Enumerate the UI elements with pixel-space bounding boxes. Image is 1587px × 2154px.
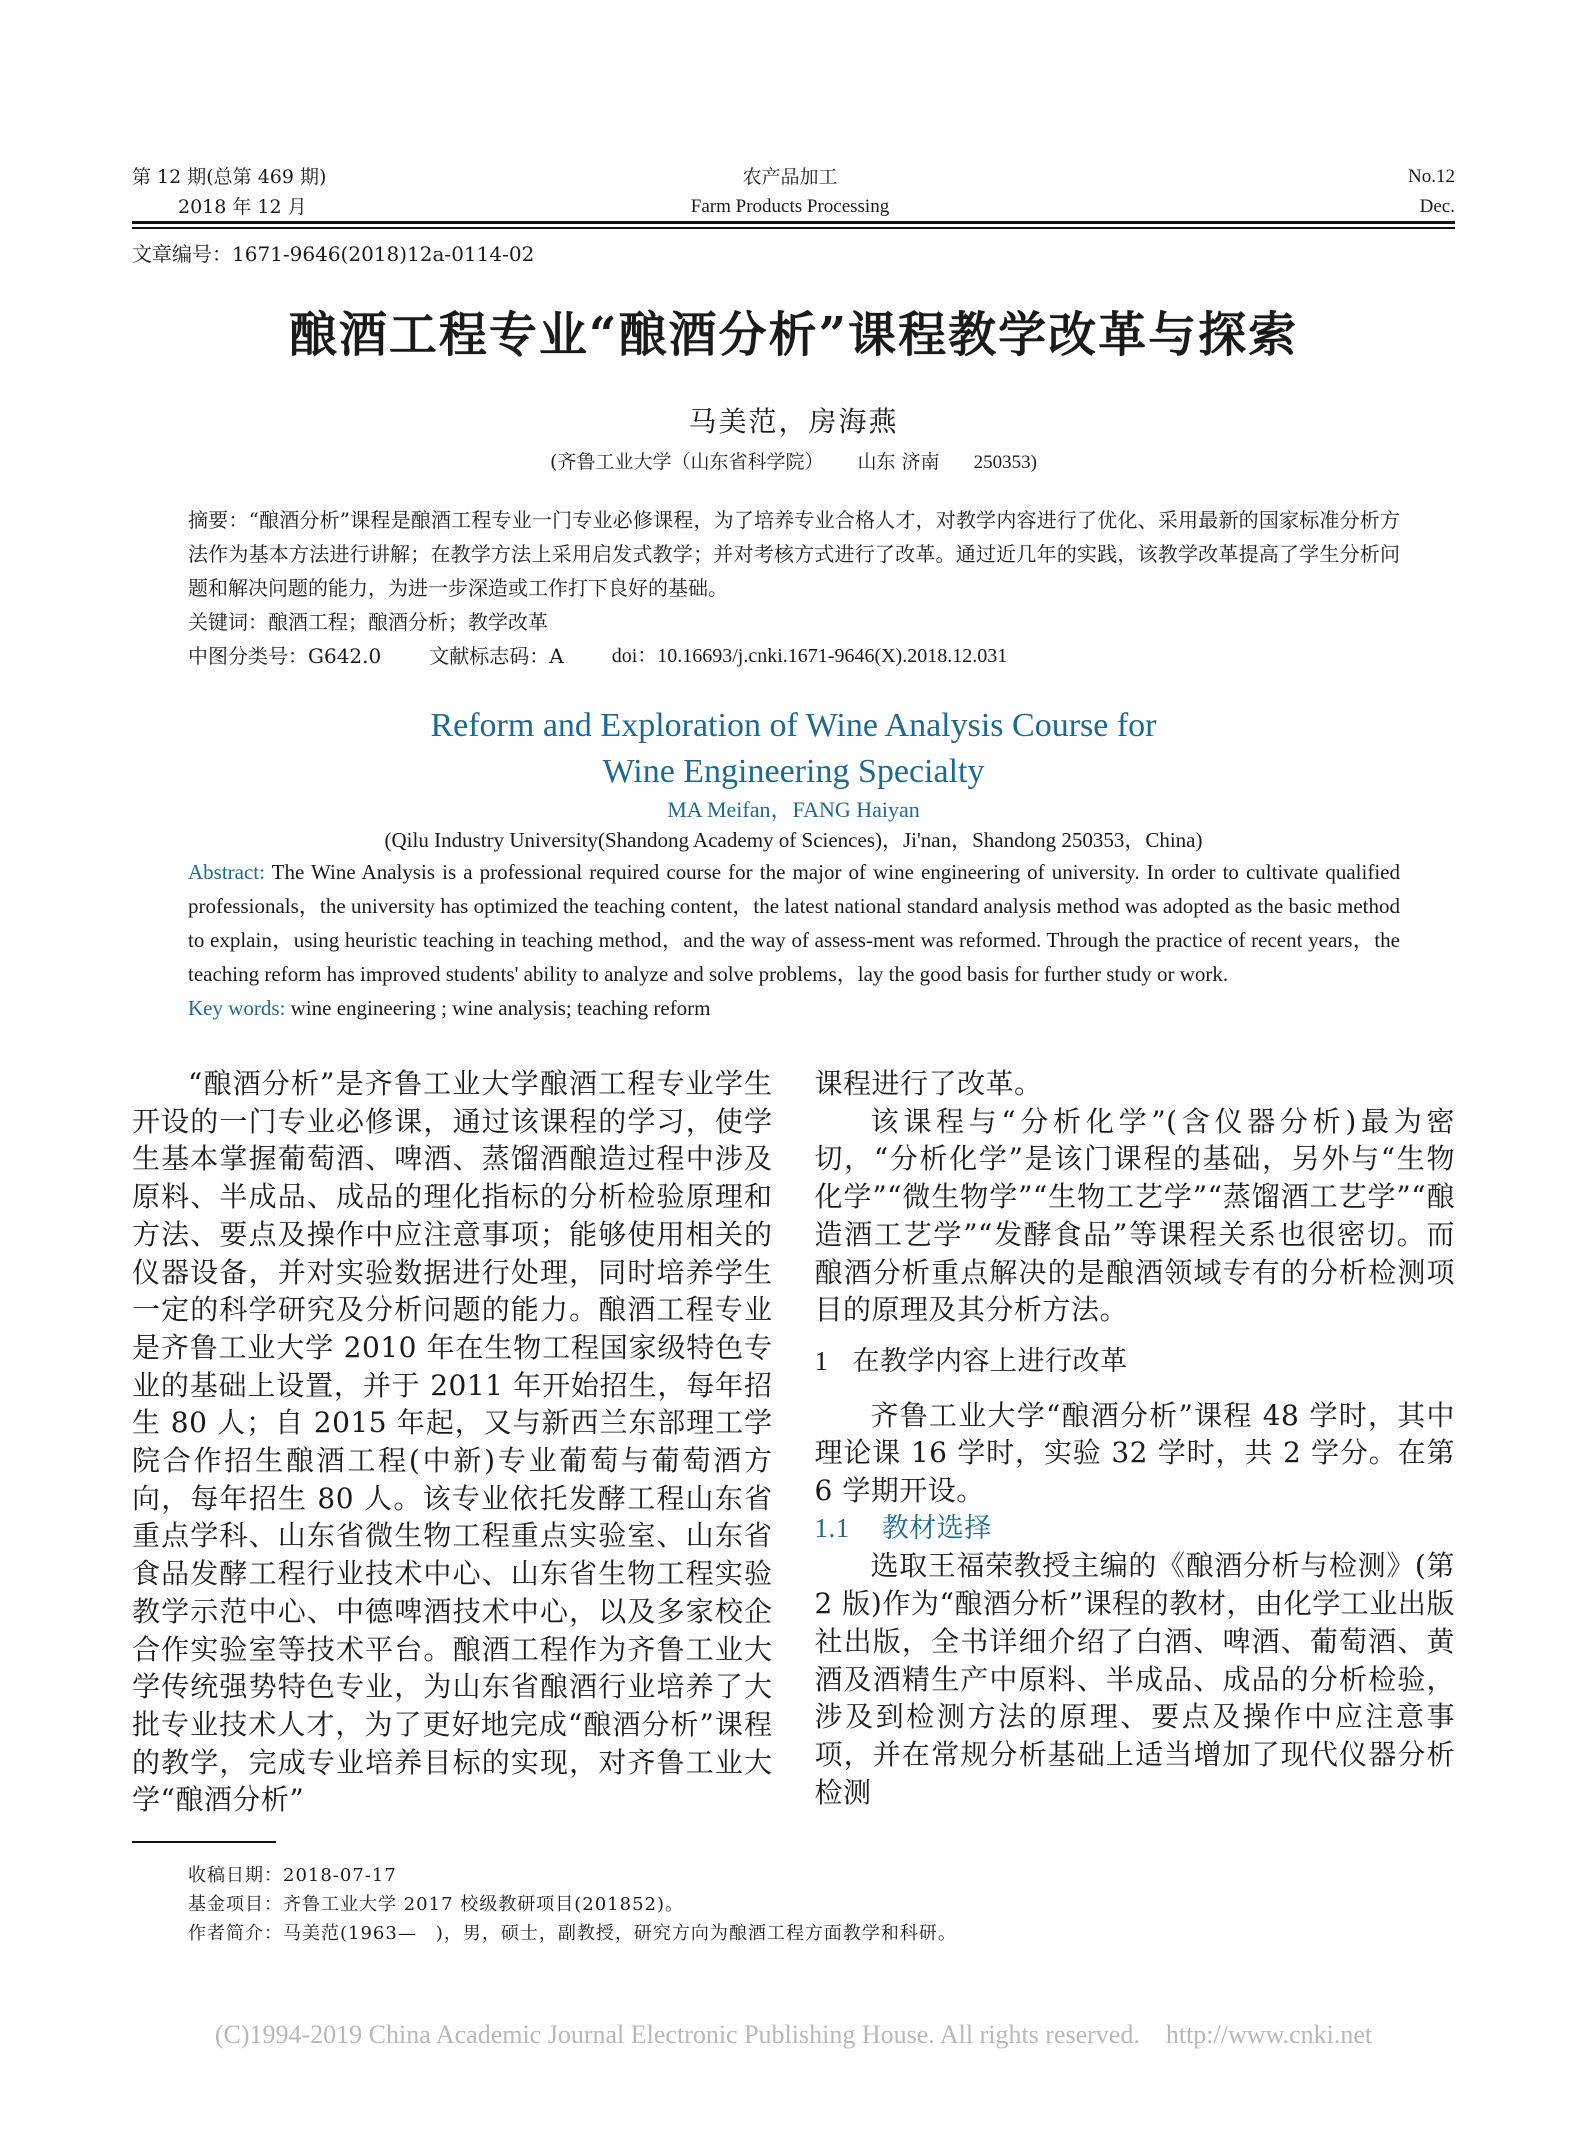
classification-line — [188, 639, 1400, 673]
keywords-cn-text: 酿酒工程；酿酒分析；教学改革 — [268, 610, 548, 634]
section-title: 在教学内容上进行改革 — [852, 1345, 1128, 1377]
abstract-en-text: The Wine Analysis is a professional required course for the major of wine engineering of university. In order to cultivate qualified professionals，the university has optimized the teaching content，the latest national standard analysis method was adopted as the basic method to explain，using heuristic teaching in teaching method，and the way of assess-ment was reformed. Through the practice of recent years，the teaching reform has improved students' ability to analyze and solve problems，lay the good basis for further study or work. — [188, 860, 1400, 986]
affiliation-postcode: 250353) — [973, 452, 1037, 473]
copyright-text: (C)1994-2019 China Academic Journal Electronic Publishing House. All rights reserved. — [214, 2020, 1140, 2050]
affiliation-city: 山东 济南 — [857, 451, 940, 473]
running-header-center — [600, 162, 980, 222]
document-code: 文献标志码：A — [429, 644, 564, 668]
paper-title-en — [0, 703, 1587, 795]
affiliation-cn — [0, 448, 1587, 477]
clc-number: 中图分类号：G642.0 — [188, 644, 382, 668]
running-header-left — [132, 162, 326, 222]
header-rule-thick — [132, 221, 1455, 224]
abstract-cn-label: 摘要： — [188, 508, 249, 532]
article-content — [0, 300, 1587, 2082]
doi[interactable]: doi：10.16693/j.cnki.1671-9646(X).2018.12.031 — [611, 645, 1008, 667]
body-paragraph-continuation: 课程进行了改革。 — [814, 1067, 1043, 1100]
abstract-en-label: Abstract: — [188, 860, 265, 884]
issue-number: 第 12 期(总第 469 期) — [132, 166, 327, 188]
subsection-title: 教材选择 — [881, 1512, 992, 1544]
article-number: 文章编号：1671-9646(2018)12a-0114-02 — [132, 242, 535, 266]
running-header-right — [1408, 162, 1455, 222]
paper-title-en-line1: Reform and Exploration of Wine Analysis Course for — [430, 707, 1157, 744]
paper-title-cn: 酿酒工程专业“酿酒分析”课程教学改革与探索 — [288, 307, 1299, 363]
keywords-cn-label: 关键词： — [188, 610, 268, 634]
footnote-rule — [132, 1841, 276, 1843]
subsection-number: 1.1 — [814, 1512, 850, 1543]
keywords-cn — [188, 605, 1400, 639]
body-column-left — [132, 1065, 773, 1819]
abstract-en — [188, 855, 1400, 991]
section-number: 1 — [814, 1345, 829, 1376]
authors-en: MA Meifan，FANG Haiyan — [667, 797, 920, 822]
issue-month-en: Dec. — [1419, 196, 1455, 217]
keywords-en — [188, 991, 1400, 1025]
journal-name-cn: 农产品加工 — [742, 166, 838, 188]
journal-name-en: Farm Products Processing — [690, 196, 890, 217]
section-heading-1-1 — [815, 1510, 1456, 1548]
affiliation-en: (Qilu Industry University(Shandong Academy of Sciences)，Ji'nan，Shandong 250353，China) — [384, 828, 1203, 852]
paper-title-en-line2: Wine Engineering Specialty — [602, 753, 985, 790]
footnote-area — [132, 1841, 1455, 1948]
copyright-notice — [0, 2018, 1587, 2082]
body-paragraph: 齐鲁工业大学“酿酒分析”课程 48 学时，其中理论课 16 学时，实验 32 学时，共 2 学分。在第 6 学期开设。 — [814, 1398, 1455, 1508]
header-rule-thin — [132, 227, 1455, 229]
footnote-received-date: 收稿日期：2018-07-17 — [188, 1865, 397, 1887]
keywords-en-text: wine engineering ; wine analysis; teaching reform — [290, 996, 711, 1020]
abstract-cn — [188, 503, 1400, 605]
body-paragraph: 选取王福荣教授主编的《酿酒分析与检测》(第 2 版)作为“酿酒分析”课程的教材，由化学工业出版社出版，全书详细介绍了白酒、啤酒、葡萄酒、黄酒及酒精生产中原料、半成品、成品的分析检验，涉及到检测方法的原理、要点及操作中应注意事项，并在常规分析基础上适当增加了现代仪器分析检测 — [814, 1549, 1455, 1809]
section-heading-1 — [815, 1343, 1456, 1381]
affiliation-institution: (齐鲁工业大学（山东省科学院） — [550, 451, 824, 473]
footnote-author-bio: 作者简介：马美范(1963— )，男，硕士，副教授，研究方向为酿酒工程方面教学和科研。 — [188, 1923, 957, 1945]
issue-number-en: No.12 — [1408, 166, 1455, 187]
issue-date: 2018 年 12 月 — [178, 196, 307, 218]
body-column-right — [815, 1065, 1456, 1811]
footnotes — [188, 1861, 1455, 1948]
copyright-url[interactable]: http://www.cnki.net — [1165, 2020, 1373, 2050]
body-paragraph: 该课程与“分析化学”(含仪器分析)最为密切，“分析化学”是该门课程的基础，另外与“生物化学”“微生物学”“生物工艺学”“蒸馏酒工艺学”“酿造酒工艺学”“发酵食品”等课程关系也很密切。而酿酒分析重点解决的是酿酒领域专有的分析检测项目的原理及其分析方法。 — [814, 1104, 1455, 1327]
footnote-funding: 基金项目：齐鲁工业大学 2017 校级教研项目(201852)。 — [188, 1894, 685, 1916]
body-paragraph: “酿酒分析”是齐鲁工业大学酿酒工程专业学生开设的一门专业必修课，通过该课程的学习，使学生基本掌握葡萄酒、啤酒、蒸馏酒酿造过程中涉及原料、半成品、成品的理化指标的分析检验原理和方法、要点及操作中应注意事项；能够使用相关的仪器设备，并对实验数据进行处理，同时培养学生一定的科学研究及分析问题的能力。酿酒工程专业是齐鲁工业大学 2010 年在生物工程国家级特色专业的基础上设置，并于 2011 年开始招生，每年招生 80 人；自 2015 年起，又与新西兰东部理工学院合作招生酿酒工程(中新)专业葡萄与葡萄酒方向，每年招生 80 人。该专业依托发酵工程山东省重点学科、山东省微生物工程重点实验室、山东省食品发酵工程行业技术中心、山东省生物工程实验教学示范中心、中德啤酒技术中心，以及多家校企合作实验室等技术平台。酿酒工程作为齐鲁工业大学传统强势特色专业，为山东省酿酒行业培养了大批专业技术人才，为了更好地完成“酿酒分析”课程的教学，完成专业培养目标的实现，对齐鲁工业大学“酿酒分析” — [132, 1067, 773, 1817]
keywords-en-label: Key words: — [188, 996, 286, 1020]
body-columns — [132, 1065, 1455, 1819]
authors-cn: 马美范，房海燕 — [688, 405, 899, 438]
abstract-cn-text: “酿酒分析”课程是酿酒工程专业一门专业必修课程，为了培养专业合格人才，对教学内容进行了优化、采用最新的国家标准分析方法作为基本方法进行讲解；在教学方法上采用启发式教学；并对考核方式进行了改革。通过近几年的实践，该教学改革提高了学生分析问题和解决问题的能力，为进一步深造或工作打下良好的基础。 — [188, 508, 1400, 600]
